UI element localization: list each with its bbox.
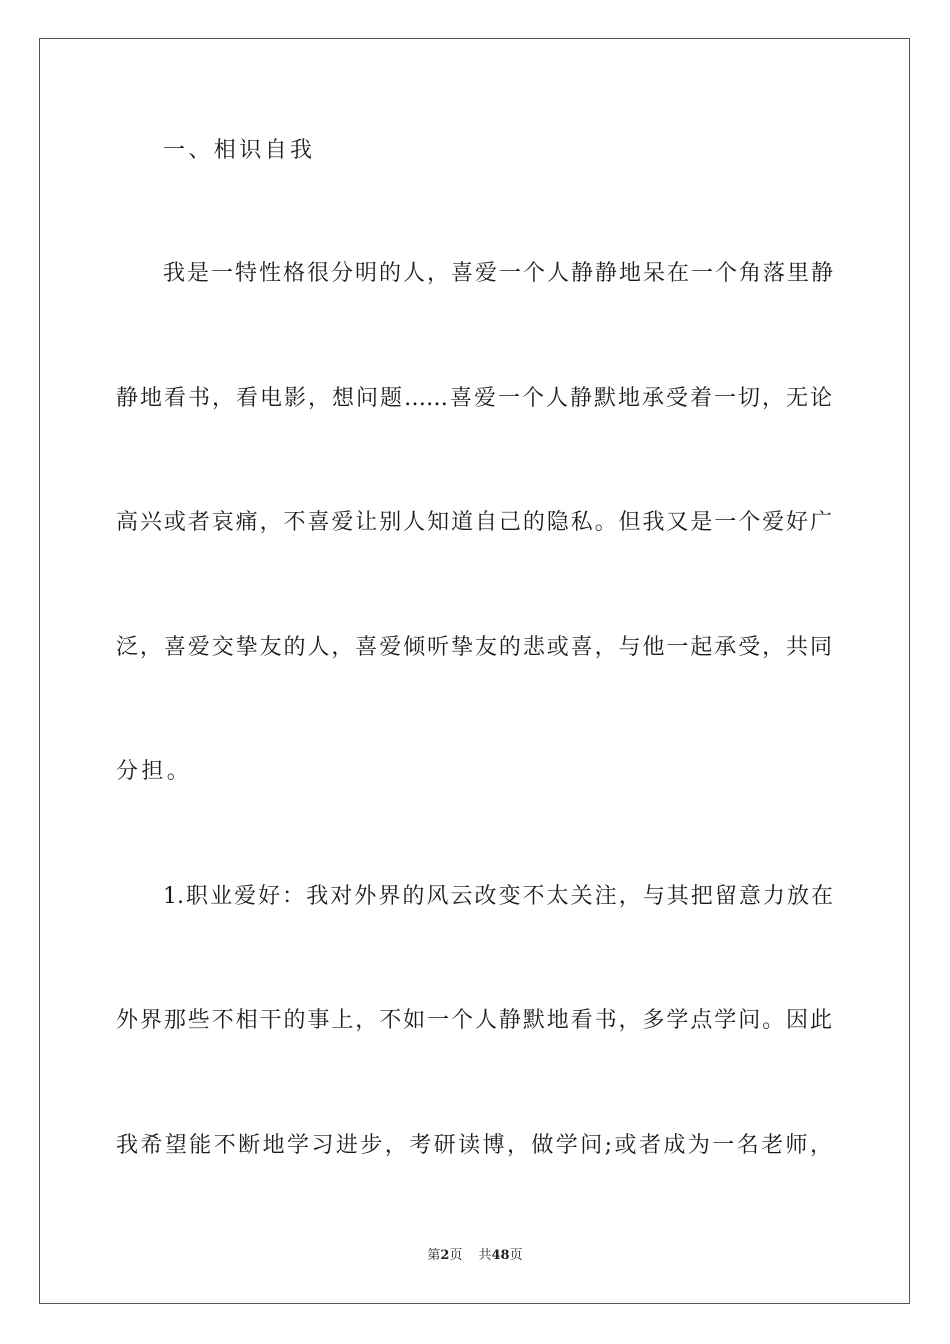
page-suffix: 页: [449, 1248, 463, 1263]
page-number: 2: [440, 1248, 450, 1263]
section-heading: 一、相识自我: [163, 138, 316, 163]
paragraph-1-line-3: 高兴或者哀痛，不喜爱让别人知道自己的隐私。但我又是一个爱好广: [116, 510, 832, 535]
paragraph-1-line-4: 泛，喜爱交挚友的人，喜爱倾听挚友的悲或喜，与他一起承受，共同: [116, 635, 832, 660]
paragraph-2-line-3: 我希望能不断地学习进步，考研读博，做学问;或者成为一名老师，: [116, 1133, 832, 1158]
total-pages: 48: [491, 1248, 510, 1263]
page-footer: [0, 1247, 950, 1265]
total-suffix: 页: [509, 1248, 523, 1263]
paragraph-1-line-2: 静地看书，看电影，想问题……喜爱一个人静默地承受着一切，无论: [116, 386, 832, 411]
page-prefix: 第: [427, 1248, 441, 1263]
page-border: [39, 38, 910, 1304]
total-prefix: 共: [478, 1248, 492, 1263]
paragraph-1-line-1: 我是一特性格很分明的人，喜爱一个人静静地呆在一个角落里静: [163, 261, 833, 286]
paragraph-2-line-2: 外界那些不相干的事上，不如一个人静默地看书，多学点学问。因此: [116, 1008, 832, 1033]
paragraph-1-line-5: 分担。: [116, 759, 193, 784]
paragraph-2-line-1: 1.职业爱好：我对外界的风云改变不太关注，与其把留意力放在: [163, 884, 833, 909]
